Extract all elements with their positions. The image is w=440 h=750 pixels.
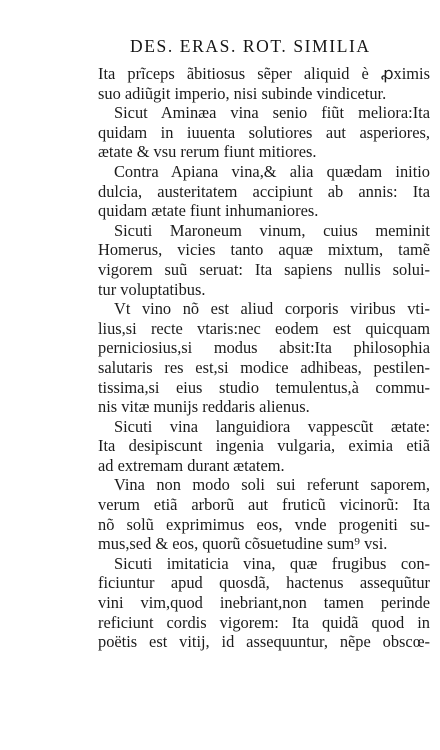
text-line: suo adiũgit imperio, nisi subinde vindicetur.: [98, 83, 387, 103]
text-line: Homerus, vicies tanto aquæ mixtum, tamẽ: [98, 240, 430, 260]
text-line: ætate & vsu rerum fiunt mitiores.: [98, 142, 317, 162]
text-line: lius,si recte vtaris:nec eodem est quicquam: [98, 318, 430, 338]
text-line: perniciosius,si modus absit:Ita philosophia: [98, 338, 430, 358]
text-line: tur voluptatibus.: [98, 279, 206, 299]
text-line: ad extremam durant ætatem.: [98, 455, 285, 475]
text-line: Sicuti imitaticia vina, quæ frugibus con-: [114, 553, 430, 573]
text-line: quidam ætate fiunt inhumaniores.: [98, 201, 319, 221]
text-line: quidam in iuuenta solutiores aut asperiores,: [98, 122, 430, 142]
text-line: vigorem suũ seruat: Ita sapiens nullis solui-: [98, 259, 430, 279]
text-line: Sicut Aminæa vina senio fiũt meliora:Ita: [114, 103, 430, 123]
text-line: dulcia, austeritatem accipiunt ab annis: Ita: [98, 181, 430, 201]
running-head: DES. ERAS. ROT. SIMILIA: [130, 36, 371, 56]
text-line: Ita prĩceps ãbitiosus sẽper aliquid è ꝓximis: [98, 64, 430, 83]
text-line: nis vitæ munijs reddaris alienus.: [98, 397, 310, 417]
text-line: Vt vino nõ est aliud corporis viribus vti-: [114, 299, 430, 319]
text-line: verum etiã arborũ aut fruticũ vicinorũ: Ita: [98, 495, 430, 515]
text-line: salutaris res est,si modice adhibeas, pestilen-: [98, 357, 430, 377]
text-line: Vina non modo soli sui referunt saporem,: [114, 475, 430, 495]
body-text: [98, 64, 430, 652]
text-line: Sicuti Maroneum vinum, cuius meminit: [114, 220, 430, 240]
text-line: mus,sed & eos, quorũ cõsuetudine sum⁹ vsi.: [98, 534, 388, 554]
text-line: tissima,si eius studio temulentus,à commu-: [98, 377, 430, 397]
text-line: ficiuntur apud quosdã, hactenus assequũtur: [98, 573, 430, 593]
text-line: Sicuti vina languidiora vappescũt ætate:: [114, 416, 430, 436]
text-line: nõ solũ exprimimus eos, vnde progeniti su-: [98, 514, 430, 534]
text-line: vini vim,quod inebriant,non tamen perinde: [98, 593, 430, 613]
text-line: reficiunt cordis vigorem: Ita quidã quod in: [98, 612, 430, 632]
text-line: poëtis est vitij, id assequuntur, nẽpe obscœ-: [98, 632, 430, 652]
text-line: Contra Apiana vina,& alia quædam initio: [114, 161, 430, 181]
text-line: Ita desipiscunt ingenia vulgaria, eximia etiã: [98, 436, 430, 456]
